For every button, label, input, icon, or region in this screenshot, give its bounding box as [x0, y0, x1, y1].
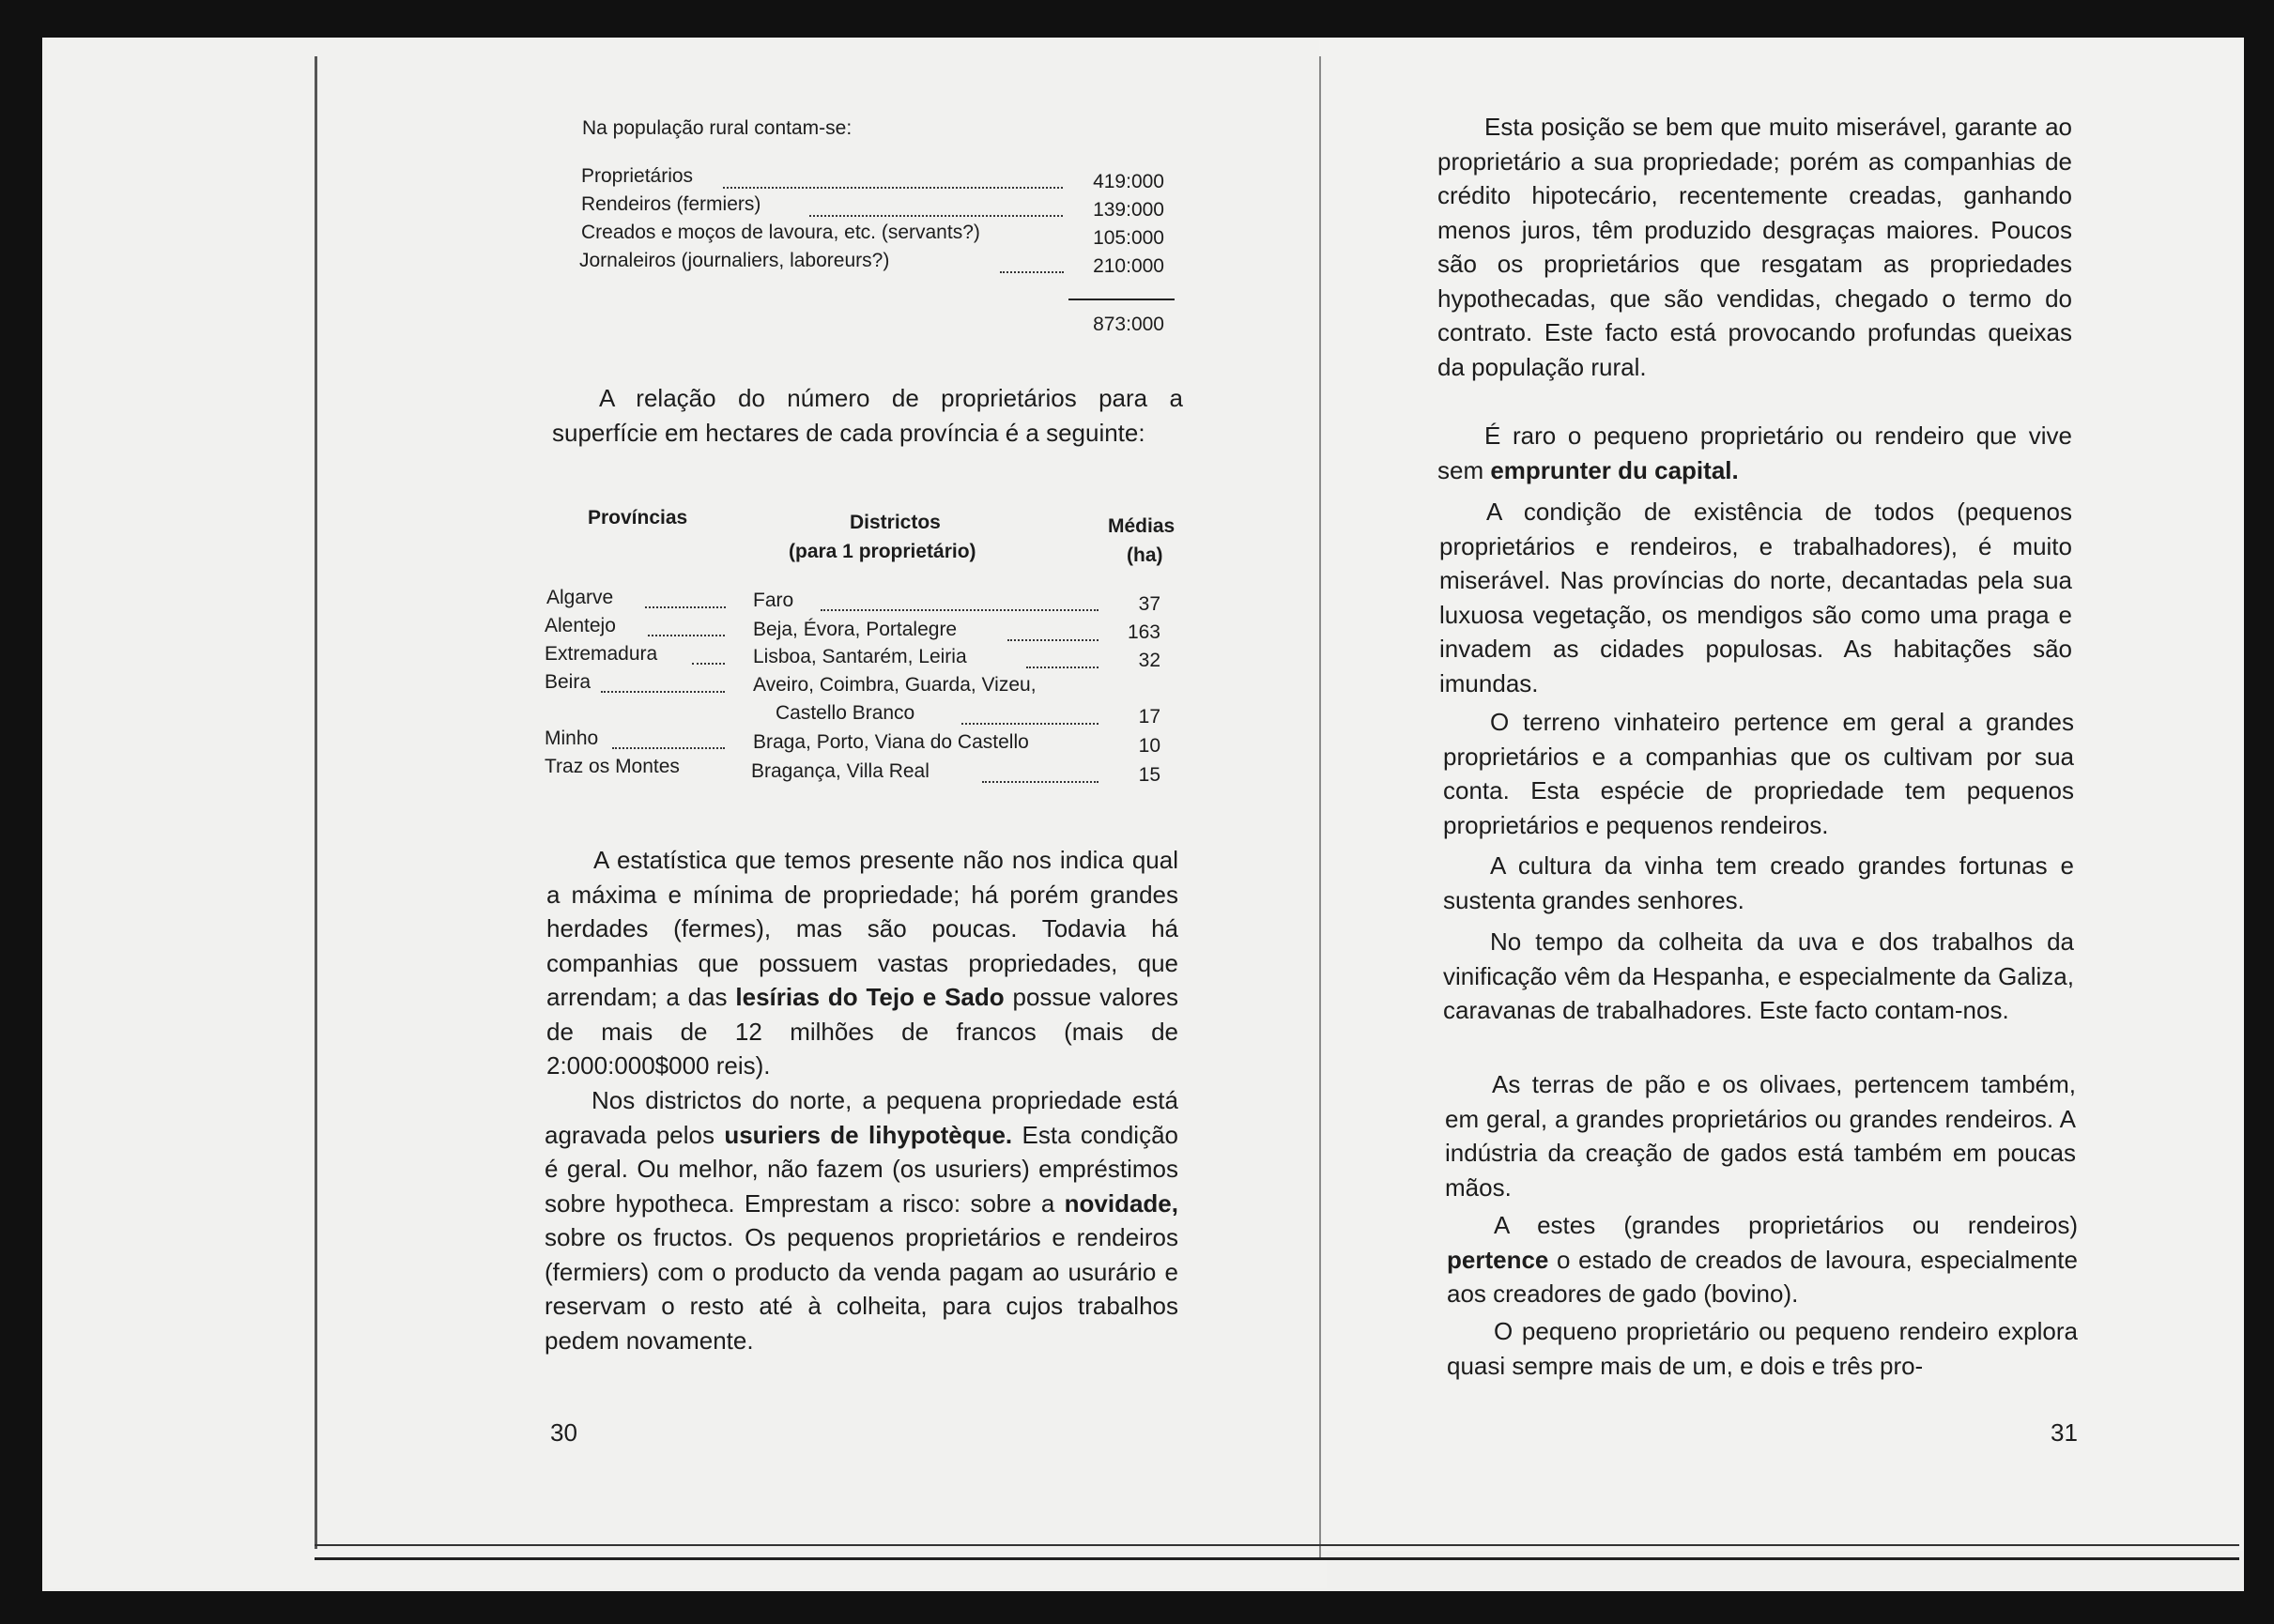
table-cell-provincia: Minho [545, 728, 599, 749]
paragraph-text: O terreno vinhateiro pertence em geral a grandes proprietários e a companhias que os cultivam por sua conta. Esta espécie de propriedade tem pequenos proprietários e pequenos rendeiros. [1443, 708, 2074, 839]
table-cell-provincia: Extremadura [545, 643, 658, 665]
table-cell-districtos: Bragança, Villa Real [751, 760, 930, 782]
header-provincias: Províncias [588, 507, 688, 529]
paragraph [546, 843, 1178, 1083]
population-label: Proprietários [581, 165, 694, 187]
bold-text: lesírias do Tejo e Sado [735, 983, 1005, 1011]
leader-dots [648, 634, 725, 636]
table-cell-media: 17 [1138, 706, 1160, 728]
table-cell-media: 15 [1138, 764, 1160, 786]
leader-dots [961, 722, 1099, 725]
paragraph-text: A condição de existência de todos (pequenos proprietários e rendeiros, e trabalhadores), é muito miserável. Nas províncias do norte, decantadas pela sua luxuosa vegetação, os mendigos são como uma praga e invadem as cidades populosas. As habitações são imundas. [1439, 498, 2072, 697]
bold-text: novidade, [1064, 1188, 1178, 1218]
paragraph [545, 1083, 1178, 1357]
paragraph-text: No tempo da colheita da uva e dos trabalhos da vinificação vêm da Hespanha, e especialmente da Galiza, caravanas de trabalhadores. Este facto contam-nos. [1443, 927, 2074, 1024]
population-value: 105:000 [1093, 227, 1164, 249]
paragraph-text: Esta posição se bem que muito miserável, garante ao proprietário a sua propriedade; porém as companhias de crédito hipotecário, recentemente creadas, ganhando menos juros, têm produzido desgraças maiores. Poucos são os proprietários que resgatam as propriedades hypothecadas, que são vendidas, chegado o termo do contrato. Este facto está provocando profundas queixas da população rural. [1437, 113, 2072, 381]
leader-dots [723, 186, 1063, 189]
page-number-right: 31 [2051, 1418, 2078, 1447]
leader-dots [612, 746, 725, 749]
population-label: Rendeiros (fermiers) [581, 193, 761, 215]
bold-text: emprunter du capital. [1490, 455, 1739, 484]
paragraph-text: A estes (grandes proprietários ou rendeiros) [1494, 1211, 2078, 1239]
table-cell-districtos: Aveiro, Coimbra, Guarda, Vizeu, [753, 674, 1037, 696]
page-bottom-edge [315, 1544, 2239, 1560]
paragraph-text: As terras de pão e os olivaes, pertencem também, em geral, a grandes proprietários ou grandes rendeiros. A indústria da creação de gados está também em poucas mãos. [1445, 1070, 2076, 1202]
paragraph-text: Nos districtos do norte, a pequena propriedade está agravada pelos [545, 1086, 1178, 1149]
population-value: 139:000 [1093, 199, 1164, 221]
paragraph [1443, 925, 2074, 1028]
table-cell-media: 10 [1138, 735, 1160, 757]
paragraph-text: A cultura da vinha tem creado grandes fortunas e sustenta grandes senhores. [1443, 851, 2074, 914]
table-cell-provincia: Beira [545, 671, 592, 693]
paragraph-text: o estado de creados de lavoura, especialmente aos creadores de gado (bovino). [1447, 1245, 2078, 1308]
table-cell-districtos: Braga, Porto, Viana do Castello [753, 731, 1029, 753]
bold-text: usuriers de lihypotèque. [724, 1120, 1013, 1149]
table-cell-provincia: Traz os Montes [545, 756, 680, 777]
paragraph [1437, 110, 2072, 384]
paragraph [1443, 849, 2074, 917]
paragraph [552, 381, 1183, 450]
table-cell-media: 32 [1138, 650, 1160, 671]
leader-dots [1007, 638, 1099, 641]
table-cell-media: 37 [1138, 593, 1160, 615]
paragraph-text: A estatística que temos presente não nos indica qual a máxima e mínima de propriedade; há porém grandes herdades (fermes), mas são poucas. Todavia há companhias que possuem vastas propriedades, que arrendam; a das [546, 846, 1178, 1011]
table-cell-provincia: Algarve [546, 587, 614, 608]
paragraph [1443, 705, 2074, 842]
leader-dots [645, 605, 726, 608]
table-cell-districtos: Lisboa, Santarém, Leiria [753, 646, 967, 667]
paragraph-text: O pequeno proprietário ou pequeno rendeiro explora quasi sempre mais de um, e dois e três pro- [1447, 1317, 2078, 1380]
table-cell-districtos: Faro [753, 590, 794, 611]
paragraph [1445, 1067, 2076, 1204]
leader-dots [821, 608, 1099, 611]
bold-text: pertence [1447, 1245, 1549, 1274]
population-total: 873:000 [1093, 314, 1164, 335]
paragraph-text: É raro o pequeno proprietário ou rendeiro que vive sem [1437, 421, 2072, 484]
leader-dots [1026, 666, 1099, 668]
page-number-left: 30 [550, 1418, 577, 1447]
header-medias: Médias [1108, 515, 1175, 537]
paragraph [1437, 419, 2072, 487]
population-label: Creados e moços de lavoura, etc. (servants?) [581, 222, 980, 243]
paragraph [1439, 495, 2072, 700]
leader-dots [1000, 270, 1064, 273]
population-intro: Na população rural contam-se: [582, 117, 853, 139]
table-cell-provincia: Alentejo [545, 615, 616, 636]
table-cell-districtos-cont: Castello Branco [776, 702, 915, 724]
paragraph-text: sobre os fructos. Os pequenos proprietários e rendeiros (fermiers) com o producto da venda pagam ao usurário e reservam o resto até à colheita, para cujos trabalhos pedem novamente. [545, 1223, 1178, 1355]
table-cell-districtos: Beja, Évora, Portalegre [753, 619, 958, 640]
leader-dots [692, 662, 725, 665]
population-value: 419:000 [1093, 171, 1164, 192]
header-medias-sub: (ha) [1127, 544, 1163, 566]
population-label: Jornaleiros (journaliers, laboreurs?) [579, 250, 890, 271]
header-districtos-sub: (para 1 proprietário) [789, 541, 976, 562]
leader-dots [982, 780, 1099, 783]
paragraph [1447, 1314, 2078, 1383]
paragraph-text: A relação do número de proprietários para a superfície em hectares de cada província é a seguinte: [552, 384, 1183, 447]
population-value: 210:000 [1093, 255, 1164, 277]
paragraph [1447, 1208, 2078, 1311]
table-cell-media: 163 [1127, 621, 1160, 643]
paragraph-text: Esta condição é geral. Ou melhor, não fazem (os usuriers) empréstimos sobre hypotheca. Emprestam a risco: sobre a [545, 1120, 1178, 1218]
left-page-edge [315, 56, 317, 1549]
page-gutter [1319, 56, 1321, 1558]
header-districtos: Districtos [850, 512, 941, 533]
leader-dots [601, 690, 725, 693]
total-rule [1068, 299, 1175, 300]
leader-dots [809, 214, 1063, 217]
paragraph-text: possue valores de mais de 12 milhões de francos (mais de 2:000:000$000 reis). [546, 983, 1178, 1080]
